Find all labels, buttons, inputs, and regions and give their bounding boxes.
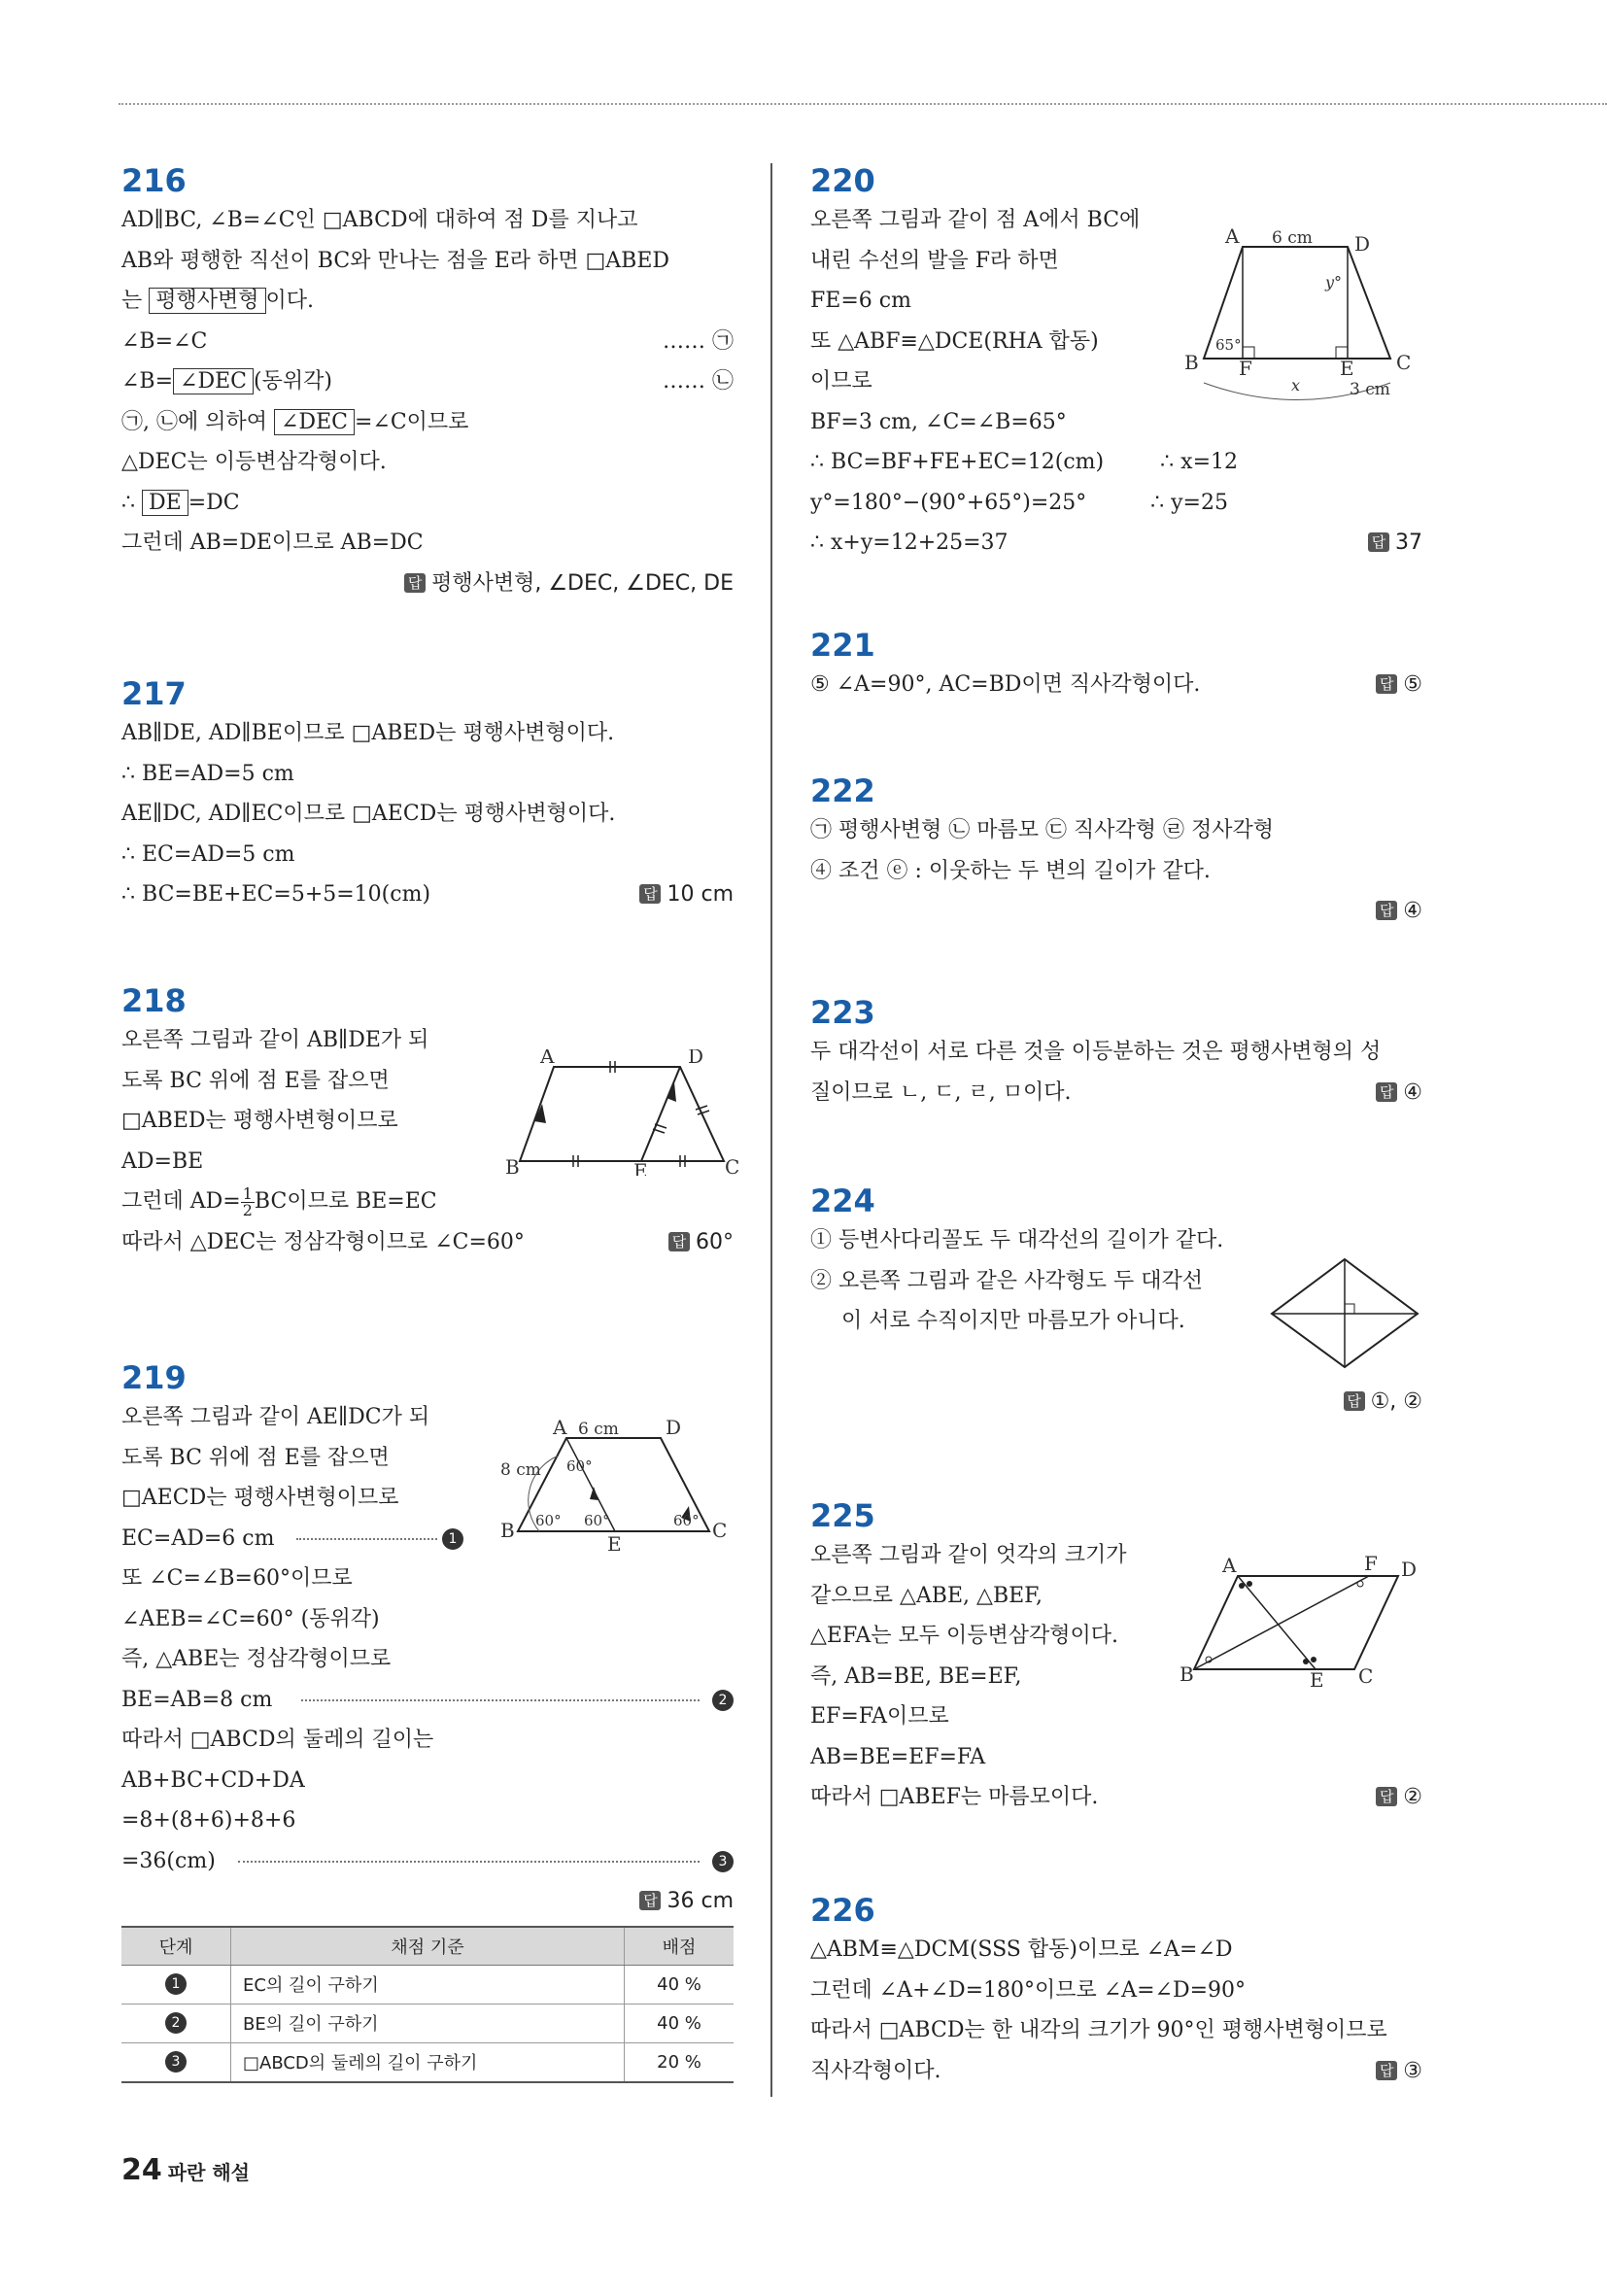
vertex-label-C: C bbox=[725, 1155, 738, 1176]
text: 는 bbox=[121, 289, 143, 313]
problem-226 bbox=[810, 1891, 1422, 2091]
column-header: 단계 bbox=[121, 1927, 231, 1966]
vertex-label-A: A bbox=[1222, 1555, 1237, 1577]
solution-line: 오른쪽 그림과 같이 엇각의 크기가 bbox=[810, 1543, 1127, 1567]
angle-label: 60° bbox=[584, 1512, 610, 1529]
answer-text: 60° bbox=[696, 1229, 734, 1254]
solution-line bbox=[121, 281, 734, 322]
problem-number: 216 bbox=[121, 162, 187, 199]
text: =∠C이므로 bbox=[354, 409, 469, 434]
text: (동위각) bbox=[254, 369, 332, 394]
text: =36(cm) bbox=[121, 1848, 216, 1873]
figure-219-trapezoid bbox=[500, 1417, 738, 1562]
top-dotted-rule bbox=[119, 103, 1607, 105]
solution-line bbox=[121, 1680, 734, 1721]
problem-number: 219 bbox=[121, 1359, 187, 1396]
solution-line: 이므로 bbox=[810, 369, 872, 394]
step-marker bbox=[442, 1519, 463, 1559]
problem-number: 217 bbox=[121, 675, 187, 712]
column-header: 배점 bbox=[625, 1927, 735, 1966]
answer-text: 37 bbox=[1395, 531, 1422, 555]
text: BE=AB=8 cm bbox=[121, 1687, 273, 1712]
equation-tag: …… ㉠ bbox=[663, 328, 734, 354]
solution-line: ④ 조건 ⓔ : 이웃하는 두 변의 길이가 같다. bbox=[810, 858, 1211, 883]
text: ∴ BC=BE+EC=5+5=10(cm) bbox=[121, 882, 431, 907]
answer-mark: 답 bbox=[1376, 1787, 1397, 1806]
text: ㉠, ㉡에 의하여 bbox=[121, 409, 267, 434]
text: 직사각형이다. bbox=[810, 2058, 941, 2083]
solution-line bbox=[810, 665, 1422, 705]
solution-line: 또 ∠C=∠B=60°이므로 bbox=[121, 1566, 353, 1591]
problem-number: 221 bbox=[810, 627, 875, 664]
score-cell: 20 % bbox=[625, 2042, 735, 2082]
answer-text: ② bbox=[1403, 1785, 1422, 1809]
denominator: 2 bbox=[242, 1200, 253, 1219]
answer bbox=[1376, 891, 1422, 932]
leader-dots bbox=[238, 1861, 700, 1863]
answer bbox=[639, 1881, 734, 1922]
page-number: 24 bbox=[121, 2153, 162, 2187]
answer-box: DE bbox=[142, 490, 188, 516]
solution-line: AB=BE=EF=FA bbox=[810, 1744, 986, 1769]
vertex-label-C: C bbox=[1358, 1664, 1374, 1688]
answer-mark: 답 bbox=[1344, 1391, 1365, 1411]
solution-line bbox=[121, 1182, 734, 1222]
solution-line: AB+BC+CD+DA bbox=[121, 1767, 305, 1793]
leader-dots bbox=[296, 1538, 437, 1540]
answer-text: ③ bbox=[1403, 2058, 1422, 2083]
text: 따라서 △DEC는 정삼각형이므로 ∠C=60° bbox=[121, 1229, 525, 1254]
problem-222 bbox=[810, 771, 1422, 932]
solution-line: ① 등변사다리꼴도 두 대각선의 길이가 같다. bbox=[810, 1228, 1224, 1252]
problem-number: 222 bbox=[810, 772, 875, 809]
solution-line: 또 △ABF≡△DCE(RHA 합동) bbox=[810, 328, 1099, 354]
vertex-label-B: B bbox=[505, 1155, 520, 1176]
solution-line: 오른쪽 그림과 같이 점 A에서 BC에 bbox=[810, 208, 1141, 232]
solution-line: FE=6 cm bbox=[810, 289, 911, 313]
text: ⑤ ∠A=90°, AC=BD이면 직사각형이다. bbox=[810, 672, 1201, 697]
angle-label-y: y° bbox=[1325, 273, 1343, 291]
leader-dots bbox=[301, 1699, 700, 1701]
vertex-label-D: D bbox=[688, 1049, 704, 1068]
answer-mark: 답 bbox=[639, 1891, 661, 1910]
fraction bbox=[241, 1183, 255, 1219]
angle-label: 60° bbox=[566, 1457, 593, 1475]
answer-box: ∠DEC bbox=[173, 368, 254, 394]
problem-217 bbox=[121, 674, 734, 915]
answer-line bbox=[810, 891, 1422, 932]
angle-label: 60° bbox=[673, 1512, 700, 1529]
vertex-label-C: C bbox=[712, 1519, 728, 1542]
vertex-label-F: F bbox=[1239, 357, 1252, 380]
vertex-label-D: D bbox=[1401, 1558, 1418, 1581]
answer-mark: 답 bbox=[404, 573, 426, 593]
text: EC=AD=6 cm bbox=[121, 1525, 275, 1551]
text: ∴ BC=BF+FE+EC=12(cm) bbox=[810, 450, 1105, 474]
answer-line bbox=[121, 1881, 734, 1922]
vertex-label-E: E bbox=[607, 1532, 622, 1556]
vertex-label-D: D bbox=[1354, 232, 1371, 256]
angle-label: 60° bbox=[535, 1512, 562, 1529]
problem-225 bbox=[810, 1496, 1422, 1818]
vertex-label-F: F bbox=[1364, 1555, 1378, 1575]
solution-line: 오른쪽 그림과 같이 AB∥DE가 되 bbox=[121, 1028, 429, 1052]
figure-225-parallelogram bbox=[1180, 1555, 1422, 1691]
result-text: ∴ x=12 bbox=[1160, 450, 1238, 474]
answer bbox=[1376, 665, 1422, 705]
problem-number: 223 bbox=[810, 994, 875, 1031]
text: =DC bbox=[188, 490, 240, 515]
solution-line: 도록 BC 위에 점 E를 잡으면 bbox=[121, 1445, 390, 1470]
length-label-x: x bbox=[1291, 376, 1301, 394]
solution-line: AB와 평행한 직선이 BC와 만나는 점을 E라 하면 □ABED bbox=[121, 248, 670, 273]
length-label-ec: 3 cm bbox=[1350, 380, 1390, 399]
answer-mark: 답 bbox=[639, 884, 661, 904]
answer-text: 평행사변형, ∠DEC, ∠DEC, DE bbox=[431, 570, 734, 596]
answer bbox=[668, 1222, 734, 1263]
problem-216 bbox=[121, 161, 734, 603]
problem-number: 225 bbox=[810, 1497, 875, 1534]
criteria-cell: □ABCD의 둘레의 길이 구하기 bbox=[231, 2042, 625, 2082]
text: BC이므로 BE=EC bbox=[254, 1189, 437, 1214]
step-number: 1 bbox=[165, 1973, 187, 1995]
solution-line: ∠AEB=∠C=60° (동위각) bbox=[121, 1606, 380, 1631]
table-row bbox=[121, 2042, 734, 2082]
vertex-label-D: D bbox=[666, 1417, 682, 1439]
solution-line bbox=[121, 1841, 734, 1882]
column-divider bbox=[770, 163, 772, 2097]
answer bbox=[1376, 1073, 1422, 1114]
column-header: 채점 기준 bbox=[231, 1927, 625, 1966]
answer-text: 10 cm bbox=[667, 882, 734, 907]
result-text: ∴ y=25 bbox=[1150, 490, 1228, 515]
answer-mark: 답 bbox=[1376, 2061, 1397, 2080]
step-marker bbox=[712, 1680, 734, 1721]
top-length-label: 6 cm bbox=[578, 1420, 619, 1439]
problem-number: 224 bbox=[810, 1182, 875, 1219]
answer bbox=[1368, 523, 1422, 564]
vertex-label-B: B bbox=[500, 1519, 515, 1542]
solution-line bbox=[810, 1073, 1422, 1114]
text: 질이므로 ㄴ, ㄷ, ㄹ, ㅁ이다. bbox=[810, 1079, 1072, 1105]
answer-line bbox=[121, 564, 734, 604]
solution-line: 도록 BC 위에 점 E를 잡으면 bbox=[121, 1068, 390, 1093]
vertex-label-B: B bbox=[1184, 351, 1199, 374]
solution-line: ∴ EC=AD=5 cm bbox=[121, 841, 295, 867]
vertex-label-C: C bbox=[1396, 351, 1412, 374]
problem-221 bbox=[810, 626, 1422, 705]
solution-line: 따라서 □ABCD의 둘레의 길이는 bbox=[121, 1728, 434, 1752]
vertex-label-E: E bbox=[633, 1159, 648, 1176]
text: ∴ x+y=12+25=37 bbox=[810, 531, 1009, 555]
solution-line: ㉠ 평행사변형 ㉡ 마름모 ㉢ 직사각형 ㉣ 정사각형 bbox=[810, 818, 1274, 842]
text: 이다. bbox=[265, 289, 315, 313]
answer bbox=[1344, 1382, 1422, 1422]
solution-line: □AECD는 평행사변형이므로 bbox=[121, 1486, 399, 1510]
side-length-label: 8 cm bbox=[500, 1460, 541, 1480]
solution-line: 즉, △ABE는 정삼각형이므로 bbox=[121, 1647, 392, 1671]
solution-line: BF=3 cm, ∠C=∠B=65° bbox=[810, 409, 1067, 434]
solution-line bbox=[121, 1222, 734, 1263]
vertex-label-A: A bbox=[1225, 224, 1240, 248]
text: 그런데 AD= bbox=[121, 1189, 241, 1214]
solution-line bbox=[810, 1777, 1422, 1818]
problem-223 bbox=[810, 993, 1422, 1113]
step-cell bbox=[121, 1965, 231, 2004]
solution-line: AD∥BC, ∠B=∠C인 □ABCD에 대하여 점 D를 지나고 bbox=[121, 208, 638, 232]
problem-number: 226 bbox=[810, 1892, 875, 1929]
step-number: 3 bbox=[712, 1851, 734, 1872]
criteria-cell: BE의 길이 구하기 bbox=[231, 2004, 625, 2042]
solution-line: EF=FA이므로 bbox=[810, 1704, 949, 1729]
numerator: 1 bbox=[242, 1183, 253, 1203]
vertex-label-A: A bbox=[540, 1049, 555, 1068]
table-row bbox=[121, 2004, 734, 2042]
answer-line bbox=[810, 1382, 1422, 1422]
figure-220-trapezoid bbox=[1184, 218, 1422, 402]
problem-number: 218 bbox=[121, 982, 187, 1019]
solution-line bbox=[810, 2051, 1422, 2092]
step-number: 2 bbox=[712, 1690, 734, 1711]
solution-line: 두 대각선이 서로 다른 것을 이등분하는 것은 평행사변형의 성 bbox=[810, 1040, 1382, 1064]
solution-line: AD=BE bbox=[121, 1148, 204, 1174]
solution-line bbox=[121, 402, 734, 443]
solution-line bbox=[810, 523, 1422, 564]
solution-line: 따라서 □ABCD는 한 내각의 크기가 90°인 평행사변형이므로 bbox=[810, 2018, 1387, 2042]
text: y°=180°−(90°+65°)=25° bbox=[810, 490, 1087, 515]
answer bbox=[639, 874, 734, 915]
answer-text: ④ bbox=[1403, 899, 1422, 923]
vertex-label-A: A bbox=[553, 1417, 567, 1439]
solution-line: ② 오른쪽 그림과 같은 사각형도 두 대각선 bbox=[810, 1268, 1203, 1293]
solution-line bbox=[121, 322, 734, 362]
score-cell: 40 % bbox=[625, 2004, 735, 2042]
answer-mark: 답 bbox=[1368, 532, 1389, 552]
solution-line bbox=[810, 442, 1422, 483]
problem-number: 220 bbox=[810, 162, 875, 199]
solution-line: △EFA는 모두 이등변삼각형이다. bbox=[810, 1624, 1118, 1648]
figure-218-trapezoid bbox=[505, 1049, 738, 1176]
text: ∠B=∠C bbox=[121, 328, 208, 354]
step-number: 3 bbox=[165, 2051, 187, 2073]
answer-text: ⑤ bbox=[1403, 672, 1422, 697]
solution-line: =8+(8+6)+8+6 bbox=[121, 1808, 296, 1833]
solution-line: 즉, AB=BE, BE=EF, bbox=[810, 1663, 1022, 1689]
solution-line: 내린 수선의 발을 F라 하면 bbox=[810, 248, 1059, 273]
page-label: 파란 해설 bbox=[167, 2161, 250, 2184]
problem-218 bbox=[121, 981, 738, 1262]
score-cell: 40 % bbox=[625, 1965, 735, 2004]
vertex-label-E: E bbox=[1310, 1668, 1324, 1691]
answer-text: ①, ② bbox=[1370, 1389, 1422, 1414]
solution-line bbox=[121, 874, 734, 915]
solution-line bbox=[810, 483, 1422, 524]
answer-mark: 답 bbox=[1376, 674, 1397, 694]
solution-line: 오른쪽 그림과 같이 AE∥DC가 되 bbox=[121, 1405, 430, 1429]
solution-line: AE∥DC, AD∥EC이므로 □AECD는 평행사변형이다. bbox=[121, 802, 616, 826]
step-marker bbox=[712, 1841, 734, 1882]
solution-line: ∴ BE=AD=5 cm bbox=[121, 761, 294, 786]
solution-line: △DEC는 이등변삼각형이다. bbox=[121, 450, 387, 474]
solution-line: □ABED는 평행사변형이므로 bbox=[121, 1109, 398, 1133]
solution-line bbox=[121, 361, 734, 402]
answer bbox=[1376, 1777, 1422, 1818]
solution-line bbox=[121, 483, 734, 524]
table-row bbox=[121, 1965, 734, 2004]
problem-219 bbox=[121, 1358, 734, 2083]
solution-line: AB∥DE, AD∥BE이므로 □ABED는 평행사변형이다. bbox=[121, 721, 615, 745]
answer-mark: 답 bbox=[1376, 1082, 1397, 1102]
step-number: 1 bbox=[442, 1528, 463, 1550]
solution-line: △ABM≡△DCM(SSS 합동)이므로 ∠A=∠D bbox=[810, 1937, 1233, 1962]
problem-224 bbox=[810, 1182, 1422, 1422]
step-cell bbox=[121, 2004, 231, 2042]
equation-tag: …… ㉡ bbox=[663, 369, 734, 394]
figure-224-kite bbox=[1267, 1255, 1422, 1372]
criteria-cell: EC의 길이 구하기 bbox=[231, 1965, 625, 2004]
answer-mark: 답 bbox=[668, 1232, 690, 1251]
scoring-table bbox=[121, 1926, 734, 2083]
answer-box: 평행사변형 bbox=[149, 288, 265, 314]
solution-line: 그런데 AB=DE이므로 AB=DC bbox=[121, 531, 424, 555]
vertex-label-B: B bbox=[1180, 1662, 1194, 1686]
page-footer bbox=[121, 2153, 250, 2187]
solution-line: 같으므로 △ABE, △BEF, bbox=[810, 1583, 1043, 1608]
text: ∴ bbox=[121, 490, 135, 515]
angle-label: 65° bbox=[1215, 336, 1242, 354]
step-number: 2 bbox=[165, 2012, 187, 2034]
text: ∠B= bbox=[121, 369, 174, 394]
answer bbox=[1376, 2051, 1422, 2092]
vertex-label-E: E bbox=[1340, 357, 1354, 380]
solution-line: 그런데 ∠A+∠D=180°이므로 ∠A=∠D=90° bbox=[810, 1977, 1247, 2003]
answer bbox=[404, 564, 734, 604]
solution-line: 이 서로 수직이지만 마름모가 아니다. bbox=[841, 1309, 1185, 1333]
top-length-label: 6 cm bbox=[1272, 228, 1313, 248]
table-header-row bbox=[121, 1927, 734, 1966]
answer-mark: 답 bbox=[1376, 901, 1397, 920]
answer-text: 36 cm bbox=[667, 1889, 734, 1913]
answer-text: ④ bbox=[1403, 1079, 1422, 1105]
answer-box: ∠DEC bbox=[274, 409, 355, 435]
text: 따라서 □ABEF는 마름모이다. bbox=[810, 1785, 1099, 1809]
problem-220 bbox=[810, 161, 1422, 564]
step-cell bbox=[121, 2042, 231, 2082]
